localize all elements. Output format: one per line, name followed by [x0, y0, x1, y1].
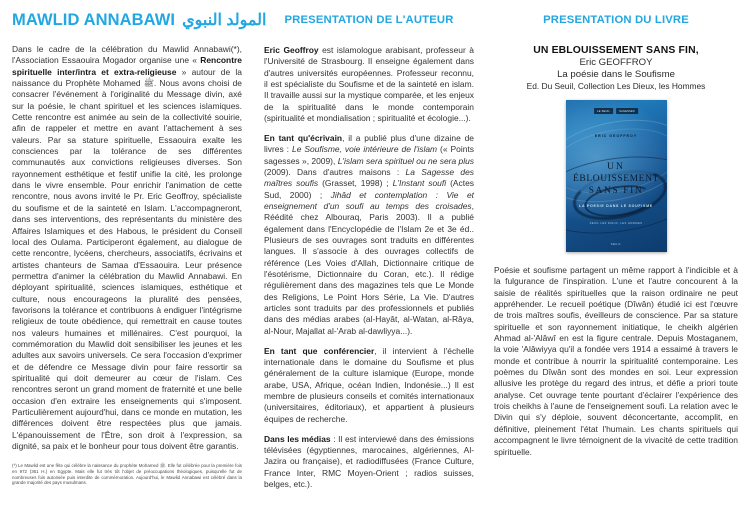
page-title-arabic: المولد النبوي — [182, 12, 267, 29]
mawlid-footnote: (*) Le Mawlid est une fête qui célèbre la naissance du prophète Mohamed ﷺ. Elle fut célébrée pour la première fois en 972 (361 H.) en Egypte. Mais elle fut très tôt l'objet de préoccupations théologiques, puisqu'elle fut de nombreuses fois autorisée puis interdite de commémoration. Aujourd'hui, le Mawlid Annabawi est célébré dans la grande majorité des pays musulmans. — [12, 463, 243, 486]
column-book-presentation — [484, 0, 750, 529]
cover-subtitle-text: LA POESIE DANS LE SOUFISME — [579, 204, 653, 208]
media-label: Dans les médias — [264, 433, 331, 444]
writer-label: En tant qu'écrivain — [264, 132, 343, 143]
cover-collection-badges — [594, 108, 638, 114]
event-desc-part2: » autour de la naissance du Prophète Mohamed ﷺ. Nous avons choisi de consacrer l'événement à l'originalité du Message divin, axé sur la poésie, le chant spirituel et les sciences islamiques. Cette rencontre est animée au sein de la collectivité souirie, afin de rappeler et mettre en avant l'attachement à ses valeurs. Par sa stature spirituelle, Essaouira exalte les consciences par la tolérance de ses différentes communautés aux convictions religieuses diverses. Son rayonnement esthétique et festif unifie la cité, les prolonge dans le vivre ensemble. Pour enrichir l'animation de cette rencontre, nous avons invité le Pr. Eric Geoffroy, spécialiste du soufisme et de la sainteté en Islam. L'accompagneront, dans ses interventions, des représentants du ministère des Affaires Islamiques et des Habous, le président du Conseil local des Oulama. Participeront également, au dialogue de cette rencontre, lycéens, chercheurs, associatifs, écrivains et artistes chanteurs de Samaa d'Essaouira. Leur présence permettra d'animer la célébration du Mawlid Annabawi. En déployant spiritualité, sciences islamiques, esthétique et culture, nous encourageons la pluralité des pensées, favorisons la tolérance et contribuons à endiguer l'intégrisme religieux de toute obédience, qui remettrait en cause toutes nos valeurs humaines et millénaires. C'est pourquoi, la commémoration du Mawlid doit sensibiliser les jeunes et les adultes aux savoirs universels. Ce sera l'occasion d'exprimer et de défendre ce Message divin pour faire ressortir sa spiritualité qui doit demeurer au cœur de l'islam. Ces rencontres seront un grand moment de fraternité et une belle occasion d'en extraire les enseignements qui s'imposent. Particulièrement aujourd'hui, dans ce monde en mutation, les différences doivent être respectées plus que jamais. L'épanouissement de l'Être, son droit à l'expression, sa dignité, sa paix et le bonheur pour tous doivent être garantis. — [12, 66, 242, 452]
book-title-5: Jihâd et contemplation : Vie et enseignement d'un soufi au temps des croisades — [264, 189, 474, 211]
main-title-row — [12, 10, 267, 32]
book-title-4: L'Instant soufi — [392, 178, 447, 189]
media-text: : Il est interviewé dans des émissions télévisées (égyptiennes, marocaines, algériennes, Al-Jazira ou française), et radiodiffusées (France Culture, France Inter, RMC Moyen-Orient ; radios suisses, belges, etc.). — [264, 433, 474, 489]
author-section-heading: PRESENTATION DE L'AUTEUR — [284, 14, 454, 26]
author-speaker-paragraph — [264, 346, 474, 425]
event-desc-part1: Dans le cadre de la célébration du Mawlid Annabawi(*), l'Association Essaouira Mogador organise une « — [12, 44, 242, 66]
book-cover-image — [566, 100, 667, 252]
speaker-label: En tant que conférencier — [264, 345, 375, 356]
book-description-paragraph: Poésie et soufisme partagent un même rapport à l'indicible et à la fulgurance de l'inspiration. L'une et l'autre concourent à la saisie de réalités spirituelles que la raison ordinaire ne peut appréhender. Le recueil poétique (Dîwân) étudié ici est l'œuvre de trois maîtres soufis, éveilleurs de conscience. Par sa stature spirituelle et son rayonnement initiatique, le cheikh algérien Ahmad al-'Alâwî en est la figure centrale. Depuis Mostaganem, la voie 'Alâwiyya qu'il a fondée vers 1914 a essaimé à travers le monde et contribue à nourrir la spiritualité contemporaine. Les poèmes du Dîwân sont des mondes en soi. Leur expression allusive les protège du regard des intrus, et défie a priori toute analyse. Cet ouvrage tente pourtant d'éclairer l'expérience des trois cheikhs à l'aune de l'enseignement soufi. La relation avec le Divin qui s'y déploie, souvent déconcertante, accomplit, en définitive, pleinement l'état l'humain. Les chants spirituels qui accompagnent le livre témoignent de la vivacité de cette tradition spirituelle. — [494, 265, 738, 457]
book-title-2: L'islam sera spirituel ou ne sera plus — [337, 155, 474, 166]
book-publisher: Ed. Du Seuil, Collection Les Dieux, les Hommes — [526, 81, 706, 91]
writer-text-d: (Grasset, 1998) ; — [318, 178, 393, 189]
book-section-heading: PRESENTATION DU LIVRE — [543, 14, 689, 26]
event-description-paragraph — [12, 44, 242, 452]
writer-text-a: , il a publié plus d'une dizaine de livres : — [264, 132, 474, 155]
cover-badge-right: SAGESSES — [616, 108, 638, 114]
writer-text-b: (« Points sagesses », 2009), — [264, 144, 474, 166]
writer-text-c: (2009). Dans d'autres maisons : — [264, 166, 406, 177]
cover-title-line-3: SANS FIN — [588, 186, 644, 196]
author-name: Eric Geoffroy — [264, 45, 319, 55]
author-bio-paragraph — [264, 45, 474, 124]
book-title: UN EBLOUISSEMENT SANS FIN, — [533, 45, 699, 56]
event-desc-highlight: Rencontre spirituelle inter/intra et extra-religieuse — [12, 55, 242, 77]
cover-publisher-text: SEUIL LES DIEUX, LES HOMMES — [589, 222, 643, 225]
cover-badge-left: LE SEUIL — [594, 108, 613, 114]
cover-logo-text: SEUIL — [610, 243, 622, 246]
speaker-text: , il intervient à l'échelle internationale dans le domaine du Soufisme et plus généralement de la culture islamique (Europe, monde arabe, USA, Afrique, océan Indien, Indonésie...) Il est membre de plusieurs conseils et comités internationaux (universitaires, éditoriaux), et appartient à plusieurs équipes de recherche. — [264, 345, 474, 424]
writer-text-e: (Actes Sud, 2000) ; — [264, 178, 474, 200]
author-bio-text: est islamologue arabisant, professeur à l'Université de Strasbourg. Il enseigne également dans d'autres universités européennes. Professeur reconnu, il est spécialiste du Soufisme et de la sainteté en islam. Il travaille aussi sur la mystique comparée, et les enjeux de la spiritualité dans le monde contemporain (spiritualité et mondialisation ; spiritualité et écologie...). — [264, 45, 474, 124]
cover-title-line-1: UN — [606, 162, 626, 172]
cover-title-line-2: ÉBLOUISSEMENT — [573, 174, 659, 184]
author-media-paragraph — [264, 434, 474, 491]
book-subtitle: La poésie dans le Soufisme — [557, 69, 675, 80]
book-cover-wrapper — [494, 100, 738, 252]
cover-author-text: ERIC GEOFFROY — [594, 134, 638, 138]
book-title-1: Le Soufisme, voie intérieure de l'islam — [292, 144, 438, 155]
page-title-latin: MAWLID ANNABAWI — [12, 11, 176, 29]
book-author: Eric GEOFFROY — [579, 57, 653, 68]
book-title-3: La Sagesse des maîtres soufis — [264, 166, 475, 189]
column-event-presentation — [0, 0, 267, 529]
writer-text-f: , Réédité chez Albouraq, Paris 2003). Il a publié également dans l'Encyclopédie de l'Islam 2e et 3e éd.. Plusieurs de ses ouvrages sont traduits en différentes langues. Il s'associe à des ouvrages collectifs de référence (Les Voies d'Allah, Dictionnaire critique de l'ésotérisme, Dictionnaire du Coran, etc.). Il rédige régulièrement dans des magazines tels que Le Monde des Religions, Le Point Hors Série, La Vie. D'autres articles sont traduits par des professionnels et publiés dans des médias arabes (al-Hayât, al-Watan, al-Râya, al-Nour, Majallat al-'Arab al-dawliyya...). — [264, 200, 474, 336]
author-writer-paragraph — [264, 133, 474, 337]
column-author-presentation — [252, 0, 484, 529]
